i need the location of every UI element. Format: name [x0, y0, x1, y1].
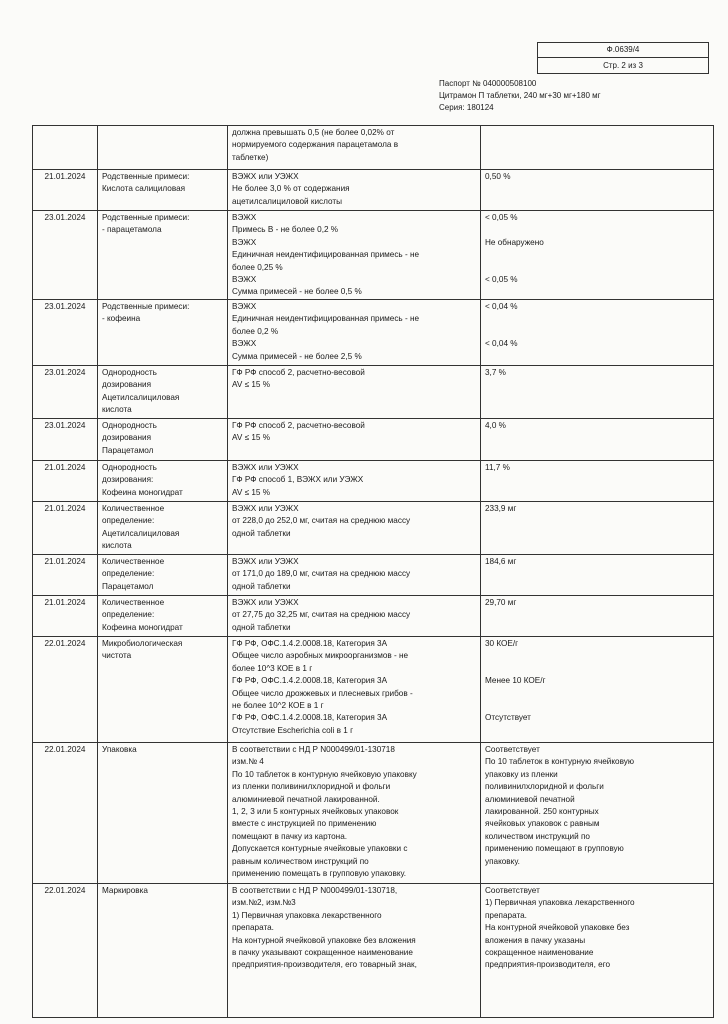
- date-cell-text: 22.01.2024: [44, 639, 86, 648]
- indicator-cell: [98, 170, 228, 210]
- result-cell-line: 11,7 %: [485, 463, 510, 472]
- norm-cell-line: таблетке): [232, 152, 269, 162]
- norm-cell-line: В соответствии с НД Р N000499/01-130718: [232, 745, 395, 754]
- result-cell-line: 29,70 мг: [485, 598, 517, 607]
- result-cell: [481, 596, 714, 636]
- date-cell-text: 21.01.2024: [44, 463, 86, 472]
- indicator-cell-line: определение:: [102, 516, 155, 526]
- indicator-cell-line: чистота: [102, 651, 132, 661]
- date-cell: [33, 211, 98, 299]
- result-cell-line: [485, 286, 709, 298]
- indicator-cell: [98, 596, 228, 636]
- norm-cell-line: не более 10^2 КОЕ в 1 г: [232, 701, 324, 711]
- date-cell: [33, 300, 98, 365]
- indicator-cell-line: Ацетилсалициловая: [102, 528, 180, 538]
- norm-cell-line: ВЭЖХ: [232, 213, 257, 222]
- norm-cell: [228, 211, 481, 299]
- indicator-cell-line: Однородность: [102, 368, 157, 377]
- norm-cell: [228, 126, 481, 169]
- indicator-cell-line: Кофеина моногидрат: [102, 487, 183, 497]
- norm-cell: [228, 461, 481, 501]
- result-cell-line: [485, 650, 709, 662]
- date-cell: [33, 126, 98, 169]
- norm-cell-line: ацетилсалициловой кислоты: [232, 196, 343, 206]
- indicator-cell-line: Количественное: [102, 504, 165, 513]
- norm-cell: [228, 884, 481, 1017]
- result-cell: [481, 884, 714, 1017]
- result-cell-line: 184,6 мг: [485, 557, 517, 566]
- indicator-cell-line: Микробиологическая: [102, 639, 183, 648]
- indicator-cell: [98, 366, 228, 418]
- norm-cell-line: ГФ РФ способ 2, расчетно-весовой: [232, 368, 365, 377]
- result-cell: [481, 502, 714, 554]
- form-code: Ф.0639/4: [538, 43, 708, 58]
- norm-cell-line: ГФ РФ способ 2, расчетно-весовой: [232, 421, 365, 430]
- norm-cell: [228, 366, 481, 418]
- norm-cell-line: более 10^3 КОЕ в 1 г: [232, 663, 313, 673]
- date-cell-text: 23.01.2024: [44, 302, 86, 311]
- product-name: Цитрамон П таблетки, 240 мг+30 мг+180 мг: [439, 91, 601, 100]
- norm-cell-line: изм.№2, изм.№3: [232, 898, 296, 908]
- date-cell: [33, 743, 98, 883]
- result-cell-line: 30 КОЕ/г: [485, 639, 519, 648]
- indicator-cell: [98, 126, 228, 169]
- norm-cell-line: AV ≤ 15 %: [232, 433, 271, 443]
- date-cell-text: 23.01.2024: [44, 213, 86, 222]
- table-row: [33, 884, 714, 1018]
- date-cell: [33, 555, 98, 595]
- result-cell-line: < 0,04 %: [485, 302, 518, 311]
- date-cell-text: 23.01.2024: [44, 421, 86, 430]
- indicator-cell-line: Парацетамол: [102, 445, 154, 455]
- indicator-cell: [98, 637, 228, 742]
- norm-cell: [228, 419, 481, 460]
- indicator-cell-line: Родственные примеси:: [102, 213, 190, 222]
- indicator-cell: [98, 211, 228, 299]
- indicator-cell-line: определение:: [102, 569, 155, 579]
- result-cell-line: [485, 663, 709, 675]
- date-cell: [33, 596, 98, 636]
- norm-cell-line: На контурной ячейковой упаковке без вложения: [232, 935, 416, 945]
- result-cell: [481, 300, 714, 365]
- norm-cell-line: одной таблетки: [232, 528, 291, 538]
- result-cell-line: Отсутствует: [485, 713, 531, 723]
- norm-cell-line: препарата.: [232, 923, 274, 933]
- result-cell-line: упаковку.: [485, 856, 520, 866]
- norm-cell-line: ВЭЖХ или УЭЖХ: [232, 557, 299, 566]
- indicator-cell-line: Количественное: [102, 598, 165, 607]
- indicator-cell-line: Упаковка: [102, 745, 137, 754]
- table-row: [33, 211, 714, 300]
- result-cell: [481, 211, 714, 299]
- indicator-cell: [98, 419, 228, 460]
- indicator-cell-line: Родственные примеси:: [102, 172, 190, 181]
- date-cell: [33, 637, 98, 742]
- norm-cell-line: вместе с инструкцией по применению: [232, 819, 377, 829]
- document-header: [439, 78, 601, 114]
- date-cell-text: 22.01.2024: [44, 745, 86, 754]
- norm-cell-line: ВЭЖХ или УЭЖХ: [232, 463, 299, 472]
- norm-cell-line: применению помещать в групповую упаковку.: [232, 869, 407, 879]
- result-cell-line: 0,50 %: [485, 172, 511, 181]
- norm-cell: [228, 502, 481, 554]
- result-cell-line: [485, 688, 709, 700]
- series-number: Серия: 180124: [439, 103, 494, 112]
- indicator-cell-line: дозирования:: [102, 475, 154, 485]
- result-cell-line: [485, 262, 709, 274]
- result-cell-line: [485, 326, 709, 338]
- norm-cell-line: равным количеством инструкций по: [232, 856, 369, 866]
- date-cell: [33, 884, 98, 1017]
- result-cell-line: алюминиевой печатной: [485, 794, 575, 804]
- result-cell-line: ячейковых упаковок с равным: [485, 819, 600, 829]
- indicator-cell-line: - кофеина: [102, 314, 141, 324]
- result-cell-line: [485, 351, 709, 363]
- norm-cell-line: Отсутствие Escherichia coli в 1 г: [232, 725, 354, 735]
- result-cell-line: < 0,05 %: [485, 213, 518, 222]
- result-cell: [481, 637, 714, 742]
- norm-cell-line: ГФ РФ, ОФС.1.4.2.0008.18, Категория 3А: [232, 676, 388, 686]
- indicator-cell: [98, 743, 228, 883]
- indicator-cell-line: Парацетамол: [102, 581, 154, 591]
- norm-cell-line: Не более 3,0 % от содержания: [232, 184, 350, 194]
- norm-cell-line: более 0,25 %: [232, 262, 283, 272]
- norm-cell-line: Сумма примесей - не более 2,5 %: [232, 351, 362, 361]
- date-cell-text: 21.01.2024: [44, 504, 86, 513]
- result-cell-line: препарата.: [485, 910, 527, 920]
- norm-cell-line: По 10 таблеток в контурную ячейковую упаковку: [232, 769, 417, 779]
- result-cell-line: лакированной. 250 контурных: [485, 807, 599, 817]
- indicator-cell-line: Количественное: [102, 557, 165, 566]
- result-cell-line: Соответствует: [485, 745, 540, 754]
- date-cell-text: 23.01.2024: [44, 368, 86, 377]
- result-cell-line: поливинилхлоридной и фольги: [485, 782, 604, 792]
- norm-cell-line: Примесь В - не более 0,2 %: [232, 225, 339, 235]
- table-row: [33, 637, 714, 743]
- norm-cell-line: изм.№ 4: [232, 757, 264, 767]
- result-cell-line: [485, 249, 709, 261]
- result-cell-line: 3,7 %: [485, 368, 506, 377]
- table-row: [33, 502, 714, 555]
- result-cell-line: На контурной ячейковой упаковке без: [485, 923, 630, 933]
- norm-cell: [228, 170, 481, 210]
- date-cell: [33, 419, 98, 460]
- norm-cell-line: 1) Первичная упаковка лекарственного: [232, 910, 382, 920]
- result-cell-line: < 0,04 %: [485, 339, 518, 349]
- indicator-cell-line: Кофеина моногидрат: [102, 622, 183, 632]
- norm-cell-line: Единичная неидентифицированная примесь - не: [232, 250, 420, 260]
- quality-results-table: [32, 125, 714, 1018]
- date-cell-text: 21.01.2024: [44, 598, 86, 607]
- result-cell-line: < 0,05 %: [485, 274, 518, 284]
- indicator-cell-line: дозирования: [102, 380, 152, 390]
- norm-cell: [228, 555, 481, 595]
- indicator-cell-line: определение:: [102, 610, 155, 620]
- indicator-cell: [98, 300, 228, 365]
- norm-cell-line: от 228,0 до 252,0 мг, считая на среднюю массу: [232, 516, 411, 526]
- norm-cell-line: ВЭЖХ: [232, 237, 257, 247]
- result-cell: [481, 366, 714, 418]
- indicator-cell-line: Маркировка: [102, 886, 148, 895]
- result-cell-line: вложения в пачку указаны: [485, 935, 586, 945]
- norm-cell-line: ВЭЖХ: [232, 275, 257, 285]
- table-row: [33, 126, 714, 170]
- result-cell-line: По 10 таблеток в контурную ячейковую: [485, 757, 635, 767]
- norm-cell-line: ГФ РФ, ОФС.1.4.2.0008.18, Категория 3А: [232, 713, 388, 723]
- norm-cell-line: одной таблетки: [232, 622, 291, 632]
- result-cell: [481, 126, 714, 169]
- norm-cell-line: ВЭЖХ: [232, 302, 257, 311]
- norm-cell-line: одной таблетки: [232, 581, 291, 591]
- norm-cell-line: В соответствии с НД Р N000499/01-130718,: [232, 886, 398, 895]
- norm-cell-line: AV ≤ 15 %: [232, 487, 271, 497]
- norm-cell: [228, 637, 481, 742]
- date-cell: [33, 366, 98, 418]
- result-cell: [481, 555, 714, 595]
- form-code-box: [537, 42, 709, 74]
- norm-cell-line: Допускается контурные ячейковые упаковки с: [232, 844, 408, 854]
- indicator-cell-line: Ацетилсалициловая: [102, 392, 180, 402]
- table-row: [33, 461, 714, 502]
- norm-cell-line: Единичная неидентифицированная примесь - не: [232, 314, 420, 324]
- result-cell-line: Не обнаружено: [485, 237, 544, 247]
- table-row: [33, 596, 714, 637]
- table-row: [33, 743, 714, 884]
- result-cell-line: предприятия-производителя, его: [485, 960, 611, 970]
- norm-cell-line: от 171,0 до 189,0 мг, считая на среднюю массу: [232, 569, 411, 579]
- norm-cell-line: ВЭЖХ или УЭЖХ: [232, 598, 299, 607]
- result-cell-line: 233,9 мг: [485, 504, 517, 513]
- norm-cell-line: нормируемого содержания парацетамола в: [232, 140, 399, 150]
- table-row: [33, 555, 714, 596]
- norm-cell-line: ВЭЖХ или УЭЖХ: [232, 504, 299, 513]
- indicator-cell-line: Родственные примеси:: [102, 302, 190, 311]
- result-cell: [481, 170, 714, 210]
- norm-cell-line: помещают в пачку из картона.: [232, 831, 348, 841]
- result-cell-line: количеством инструкций по: [485, 831, 590, 841]
- norm-cell-line: ВЭЖХ: [232, 339, 257, 349]
- norm-cell-line: 1, 2, 3 или 5 контурных ячейковых упаковок: [232, 807, 399, 817]
- norm-cell-line: от 27,75 до 32,25 мг, считая на среднюю массу: [232, 610, 411, 620]
- result-cell: [481, 461, 714, 501]
- norm-cell-line: из пленки поливинилхлоридной и фольги: [232, 782, 391, 792]
- norm-cell-line: ГФ РФ, ОФС.1.4.2.0008.18, Категория 3А: [232, 639, 388, 648]
- indicator-cell-line: кислота: [102, 541, 132, 551]
- indicator-cell-line: Однородность: [102, 463, 157, 472]
- norm-cell-line: Общее число дрожжевых и плесневых грибов -: [232, 688, 413, 698]
- indicator-cell-line: кислота: [102, 405, 132, 415]
- indicator-cell: [98, 502, 228, 554]
- table-row: [33, 366, 714, 419]
- norm-cell: [228, 300, 481, 365]
- result-cell-line: [485, 313, 709, 325]
- result-cell-line: упаковку из пленки: [485, 769, 558, 779]
- norm-cell-line: алюминиевой печатной лакированной.: [232, 794, 380, 804]
- norm-cell-line: Сумма примесей - не более 0,5 %: [232, 287, 362, 297]
- result-cell: [481, 743, 714, 883]
- table-row: [33, 170, 714, 211]
- norm-cell-line: ВЭЖХ или УЭЖХ: [232, 172, 299, 181]
- indicator-cell-line: - парацетамола: [102, 225, 162, 235]
- date-cell-text: 22.01.2024: [44, 886, 86, 895]
- result-cell-line: 4,0 %: [485, 421, 506, 430]
- norm-cell-line: должна превышать 0,5 (не более 0,02% от: [232, 128, 395, 137]
- result-cell: [481, 419, 714, 460]
- norm-cell: [228, 596, 481, 636]
- norm-cell-line: ГФ РФ способ 1, ВЭЖХ или УЭЖХ: [232, 475, 364, 485]
- indicator-cell: [98, 884, 228, 1017]
- page-number: Стр. 2 из 3: [603, 61, 643, 70]
- result-cell-line: Соответствует: [485, 886, 540, 895]
- date-cell: [33, 502, 98, 554]
- passport-number: Паспорт № 040000508100: [439, 79, 537, 88]
- table-row: [33, 300, 714, 366]
- norm-cell-line: AV ≤ 15 %: [232, 380, 271, 390]
- result-cell-line: Менее 10 КОЕ/г: [485, 676, 546, 686]
- norm-cell-line: предприятия-производителя, его товарный знак,: [232, 960, 417, 970]
- norm-cell-line: более 0,2 %: [232, 326, 279, 336]
- norm-cell: [228, 743, 481, 883]
- date-cell: [33, 170, 98, 210]
- result-cell-line: сокращенное наименование: [485, 948, 594, 958]
- result-cell-line: [485, 725, 709, 737]
- norm-cell-line: Общее число аэробных микроорганизмов - не: [232, 651, 409, 661]
- norm-cell-line: в пачку указывают сокращенное наименование: [232, 948, 413, 958]
- table-row: [33, 419, 714, 461]
- indicator-cell: [98, 461, 228, 501]
- date-cell: [33, 461, 98, 501]
- result-cell-line: [485, 700, 709, 712]
- result-cell-line: [485, 224, 709, 236]
- result-cell-line: 1) Первичная упаковка лекарственного: [485, 898, 635, 908]
- date-cell-text: 21.01.2024: [44, 557, 86, 566]
- date-cell-text: 21.01.2024: [44, 172, 86, 181]
- indicator-cell-line: дозирования: [102, 433, 152, 443]
- result-cell-line: применению помещают в групповую: [485, 844, 624, 854]
- indicator-cell: [98, 555, 228, 595]
- indicator-cell-line: Однородность: [102, 421, 157, 430]
- indicator-cell-line: Кислота салициловая: [102, 184, 186, 194]
